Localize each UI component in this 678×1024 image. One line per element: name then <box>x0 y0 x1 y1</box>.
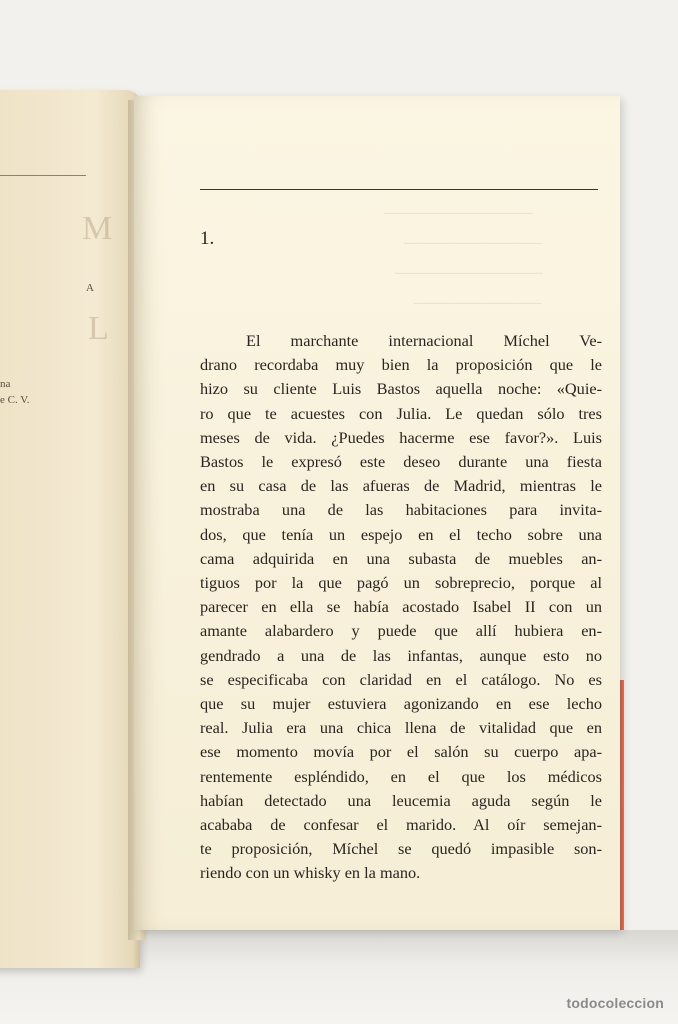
page-bleedthrough: ────────────── <box>394 266 543 282</box>
header-rule <box>200 189 598 190</box>
watermark-logo: todocoleccion <box>566 995 664 1011</box>
text-line: ro que te acuestes con Julia. Le quedan sólo tres <box>200 403 602 423</box>
text-line: se especificaba con claridad en el catálogo. No es <box>200 669 602 689</box>
text-line: ese momento movía por el salón su cuerpo apa- <box>200 742 602 762</box>
chapter-number: 1. <box>200 228 215 249</box>
text-line: hizo su cliente Luis Bastos aquella noche: «Quie- <box>200 379 602 399</box>
chapter-paragraph <box>200 329 602 886</box>
text-line: acababa de confesar el marido. Al oír semejan- <box>200 815 602 835</box>
text-line: que su mujer estuviera agonizando en ese lecho <box>200 694 602 714</box>
text-line: mostraba una de las habitaciones para invita- <box>200 500 602 520</box>
page-bleedthrough: ──────────── <box>414 296 542 312</box>
left-page <box>0 90 140 968</box>
text-line: dos, que tenía un espejo en el techo sobre una <box>200 524 602 544</box>
text-line: gendrado a una de las infantas, aunque esto no <box>200 645 602 665</box>
left-page-fragment: na <box>0 378 11 390</box>
right-page <box>134 96 620 930</box>
text-line: real. Julia era una chica llena de vitalidad que en <box>200 718 602 738</box>
text-line: Bastos le expresó este deseo durante una fiesta <box>200 452 602 472</box>
text-line: El marchante internacional Míchel Ve- <box>246 331 602 350</box>
text-line: en su casa de las afueras de Madrid, mientras le <box>200 476 602 496</box>
text-line: habían detectado una leucemia aguda según le <box>200 790 602 810</box>
text-line: riendo con un whisky en la mano. <box>200 863 421 883</box>
text-line: parecer en ella se había acostado Isabel II con un <box>200 597 602 617</box>
page-bleedthrough: ────────────── <box>384 206 533 222</box>
left-page-fragment: e C. V. <box>0 394 30 406</box>
text-line: tiguos por la que pagó un sobreprecio, porque al <box>200 573 602 593</box>
page-bleedthrough: ───────────── <box>404 236 543 252</box>
text-line: cama adquirida en una subasta de muebles an- <box>200 548 602 568</box>
left-page-bleedthrough: M <box>82 210 113 247</box>
text-line: te proposición, Míchel se quedó impasible son- <box>200 839 602 859</box>
left-page-bleedthrough: L <box>88 310 109 347</box>
left-page-rule <box>0 175 86 176</box>
left-page-fragment: A <box>86 282 94 294</box>
text-line: rentemente espléndido, en el que los médicos <box>200 766 602 786</box>
text-line: meses de vida. ¿Puedes hacerme ese favor?». Luis <box>200 427 602 447</box>
text-line: drano recordaba muy bien la proposición que le <box>200 355 602 375</box>
text-line: amante alabardero y puede que allí hubiera en- <box>200 621 602 641</box>
